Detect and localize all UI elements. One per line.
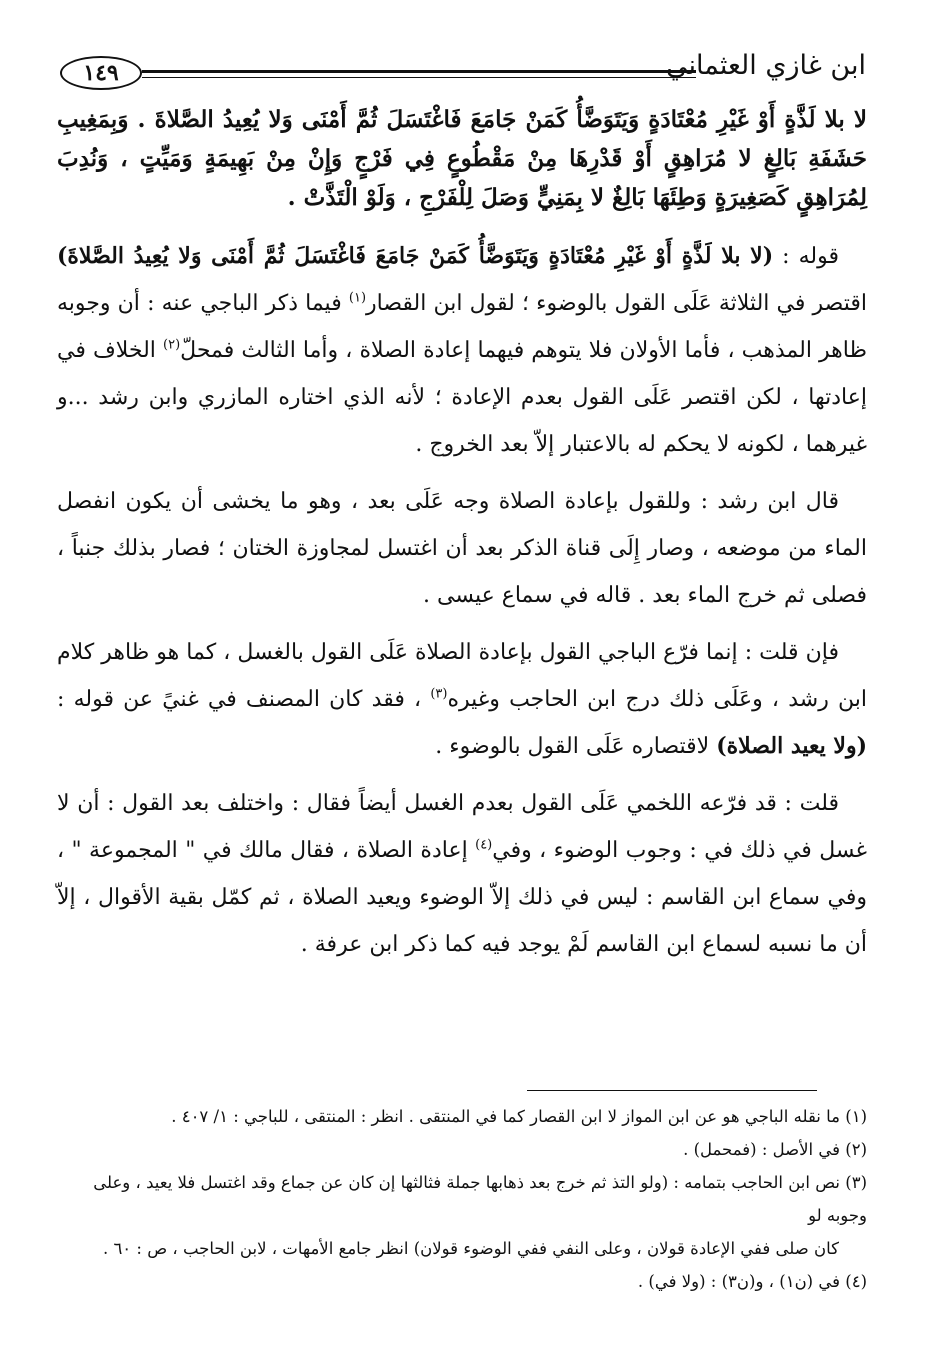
footnote-ref-4[interactable]: (٤) [475, 837, 493, 853]
footnote-2: (٢) في الأصل : (فمحمل) . [683, 1140, 867, 1159]
paragraph-3 [57, 629, 867, 770]
footnote-ref-3[interactable]: (٣) [430, 686, 448, 702]
footnote-1: (١) ما نقله الباجي هو عن ابن المواز لا ابن القصار كما في المنتقى . انظر : المنتقى ، للباجي : ١/ ٤٠٧ . [171, 1107, 867, 1126]
footnote-separator [527, 1090, 817, 1091]
main-text [57, 100, 867, 978]
matn-text: لا بلا لَذَّةٍ أَوْ غَيْرِ مُعْتَادَةٍ وَيَتَوَضَّأُ كَمَنْ جَامَعَ فَاغْتَسَلَ ثُمَّ أَمْنَى وَلا يُعِيدُ الصَّلاةَ . وَبِمَغِيبِ حَشَفَةِ بَالِغٍ لا مُرَاهِقٍ أَوْ قَدْرِهَا مِنْ مَقْطُوعٍ فِي فَرْجٍ وَإِنْ مِنْ بَهِيمَةٍ وَمَيِّتٍ ، وَنُدِبَ لِمُرَاهِقٍ كَصَغِيرَةٍ وَطِئَهَا بَالِغٌ لا بِمَنِيٍّ وَصَلَ لِلْفَرْجِ ، وَلَوْ الْتَذَّتْ . [57, 106, 867, 211]
footnote-ref-2[interactable]: (٢) [163, 337, 181, 353]
header-rule [142, 70, 696, 73]
paragraph-2: قال ابن رشد : وللقول بإعادة الصلاة وجه عَلَى بعد ، وهو ما يخشى أن يكون انفصل الماء من موضعه ، وصار إِلَى قناة الذكر بعد أن اغتسل لمجاوزة الختان ؛ فصار بذلك جنباً ، فصلى ثم خرج الماء بعد . قاله في سماع عيسى . [57, 489, 867, 608]
footnote-3: (٣) نص ابن الحاجب بتمامه : (ولو التذ ثم خرج بعد ذهابها جملة فثالثها إن كان عن جماع وقد اغتسل فلا يعيد ، وعلى وجوبه لو [93, 1173, 867, 1225]
paragraph-text: قلت : قد فرّعه اللخمي عَلَى القول بعدم الغسل أيضاً فقال : واختلف بعد القول : أن لا غسل في ذلك في : وجوب الوضوء ، وفي [57, 791, 867, 863]
running-title: ابن غازي العثماني [665, 50, 866, 81]
paragraph-text: فإن قلت : إنما فرّع الباجي القول بإعادة الصلاة عَلَى القول بالغسل ، كما هو ظاهر كلام ابن رشد ، وعَلَى ذلك درج ابن الحاجب وغيره [57, 640, 867, 712]
quoted-matn: (ولا يعيد الصلاة) [716, 733, 867, 759]
paragraph-text: الخلاف في إعادتها ، لكن اقتصر عَلَى القول بعدم الإعادة ؛ لأنه الذي اختاره المازري وابن رشد ...و غيرهما ، لكونه لا يحكم له بالاعتبار إلاّ بعد الخروج . [57, 338, 868, 457]
paragraph-4 [57, 780, 867, 968]
paragraph-text: إعادة الصلاة ، فقال مالك في " المجموعة " ، وفي سماع ابن القاسم : ليس في ذلك إلاّ الوضوء ويعيد الصلاة ، ثم كمّل بقية الأقوال ، إلاّ أن ما نسبه لسماع ابن القاسم لَمْ يوجد فيه كما ذكر ابن عرفة . [57, 838, 867, 957]
footnotes [57, 1100, 867, 1298]
footnote-3-continued: كان صلى ففي الإعادة قولان ، وعلى النفي ففي الوضوء قولان) انظر جامع الأمهات ، لابن الحاجب ، ص : ٦٠ . [102, 1239, 839, 1258]
running-header [60, 50, 866, 100]
paragraph-1 [57, 233, 867, 468]
footnote-ref-1[interactable]: (١) [348, 290, 367, 306]
page-number: ١٤٩ [60, 56, 142, 90]
quoted-matn: (لا بلا لَذَّةٍ أَوْ غَيْرِ مُعْتَادَةٍ وَيَتَوَضَّأُ كَمَنْ جَامَعَ فَاغْتَسَلَ ثُمَّ أَمْنَى وَلا يُعِيدُ الصَّلاةَ) [57, 243, 774, 269]
paragraph-text: ، فقد كان المصنف في غنيً عن قوله : [57, 687, 431, 712]
paragraph-text: اقتصر في الثلاثة عَلَى القول بالوضوء ؛ لقول ابن القصار [366, 291, 868, 316]
paragraph-text: لاقتصاره عَلَى القول بالوضوء . [435, 734, 717, 759]
footnote-4: (٤) في (ن١) ، و(ن٣) : (ولا في) . [637, 1272, 867, 1291]
header-rule-thin [142, 77, 696, 78]
paragraph-text: فيما ذكر الباجي عنه : أن وجوبه ظاهر المذهب ، فأما الأولان فلا يتوهم فيهما إعادة الصلاة ، وأما الثالث فمحلّ [57, 291, 867, 363]
paragraph-label: قوله : [773, 244, 840, 269]
